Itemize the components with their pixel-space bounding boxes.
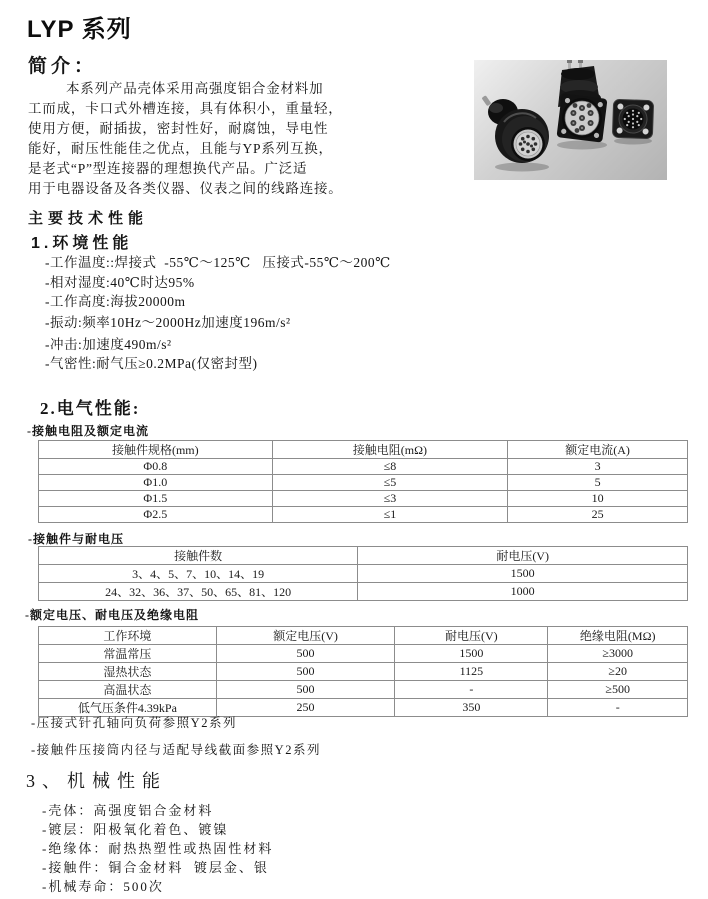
cell: Φ0.8 (39, 459, 273, 475)
cell: 24、32、36、37、50、65、81、120 (39, 583, 358, 601)
intro-paragraph (28, 79, 343, 199)
table2-caption: -接触件与耐电压 (28, 532, 124, 546)
intro-line: 使用方便，耐插拔，密封性好，耐腐蚀，导电性 (28, 121, 329, 136)
col-header: 接触件规格(mm) (39, 441, 273, 459)
env-item: -工作温度::焊接式 -55℃～125℃ 压接式-55℃～200℃ (45, 255, 391, 270)
note-line: -压接式针孔轴向负荷参照Y2系列 (31, 716, 237, 730)
cell: Φ1.5 (39, 491, 273, 507)
intro-line: 用于电器设备及各类仪器、仪表之间的线路连接。 (28, 181, 343, 196)
mech-item: -接触件：铜合金材料 镀层金、银 (42, 860, 269, 875)
connector-receptacle-right (612, 99, 653, 138)
section-heading-mech: 3、机械性能 (26, 771, 167, 791)
table-row (39, 681, 688, 699)
cell: Φ1.0 (39, 475, 273, 491)
table-row (39, 507, 688, 523)
cell: 3、4、5、7、10、14、19 (39, 565, 358, 583)
cell: ≤8 (272, 459, 508, 475)
col-header: 工作环境 (39, 627, 217, 645)
cell: 500 (216, 663, 394, 681)
table-row (39, 583, 688, 601)
col-header: 额定电流(A) (508, 441, 688, 459)
intro-line: 工而成，卡口式外槽连接，具有体积小，重量轻， (28, 101, 343, 116)
cell: 高温状态 (39, 681, 217, 699)
table-row (39, 459, 688, 475)
connector-flanged-plug-middle (556, 60, 607, 143)
cell: 10 (508, 491, 688, 507)
col-header: 接触电阻(mΩ) (272, 441, 508, 459)
cell: 湿热状态 (39, 663, 217, 681)
col-header: 接触件数 (39, 547, 358, 565)
table-row (39, 565, 688, 583)
env-item: -工作高度:海拔20000m (45, 294, 186, 309)
mech-item: -镀层：阳极氧化着色、镀镍 (42, 822, 229, 837)
page-title: LYP 系列 (27, 16, 132, 43)
col-header: 耐电压(V) (358, 547, 688, 565)
connector-plug-left (481, 95, 549, 163)
table-header-row (39, 441, 688, 459)
cell: ≥3000 (548, 645, 688, 663)
cell: 500 (216, 681, 394, 699)
env-item: -气密性:耐气压≥0.2MPa(仅密封型) (45, 356, 258, 371)
intro-line: 本系列产品壳体采用高强度铝合金材料加 (66, 81, 324, 96)
product-photo (474, 60, 667, 180)
col-header: 绝缘电阻(MΩ) (548, 627, 688, 645)
cell: 1500 (358, 565, 688, 583)
cell: 25 (508, 507, 688, 523)
table-header-row (39, 627, 688, 645)
cell: 低气压条件4.39kPa (39, 699, 217, 717)
env-item: -相对湿度:40℃时达95% (45, 275, 195, 290)
col-header: 额定电压(V) (216, 627, 394, 645)
table1-caption: -接触电阻及额定电流 (27, 424, 149, 438)
table-row (39, 663, 688, 681)
section-heading-elec: 2.电气性能: (40, 399, 141, 418)
section-heading-tech: 主要技术性能 (28, 210, 149, 227)
cell: ≥20 (548, 663, 688, 681)
mech-item: -机械寿命：500次 (42, 879, 164, 894)
cell: 3 (508, 459, 688, 475)
table3-caption: -额定电压、耐电压及绝缘电阻 (25, 608, 199, 622)
cell: 1000 (358, 583, 688, 601)
intro-line: 能好，耐压性能佳之优点，且能与YP系列互换， (28, 141, 333, 156)
mech-item: -绝缘体：耐热热塑性或热固性材料 (42, 841, 274, 856)
cell: 500 (216, 645, 394, 663)
table-header-row (39, 547, 688, 565)
connectors-illustration (474, 60, 667, 180)
cell: 350 (395, 699, 548, 717)
cell: ≥500 (548, 681, 688, 699)
note-line: -接触件压接筒内径与适配导线截面参照Y2系列 (31, 743, 321, 757)
cell: 1500 (395, 645, 548, 663)
cell: 1125 (395, 663, 548, 681)
table-row (39, 491, 688, 507)
cell: ≤3 (272, 491, 508, 507)
cell: 5 (508, 475, 688, 491)
cell: - (548, 699, 688, 717)
intro-line: 是老式“P”型连接器的理想换代产品。广泛适 (28, 161, 308, 176)
table-row (39, 645, 688, 663)
table-row (39, 475, 688, 491)
section-heading-env: 1.环境性能 (31, 235, 133, 252)
cell: 250 (216, 699, 394, 717)
intro-heading: 简介： (28, 56, 98, 77)
cell: Φ2.5 (39, 507, 273, 523)
cell: - (395, 681, 548, 699)
env-item: -冲击:加速度490m/s² (45, 337, 172, 352)
cell: ≤1 (272, 507, 508, 523)
table-contact-resistance (38, 440, 688, 523)
table-withstand-voltage (38, 546, 688, 601)
cell: 常温常压 (39, 645, 217, 663)
mech-item: -壳体：高强度铝合金材料 (42, 803, 214, 818)
col-header: 耐电压(V) (395, 627, 548, 645)
env-item: -振动:频率10Hz～2000Hz加速度196m/s² (45, 315, 291, 330)
table-voltage-insulation (38, 626, 688, 717)
cell: ≤5 (272, 475, 508, 491)
